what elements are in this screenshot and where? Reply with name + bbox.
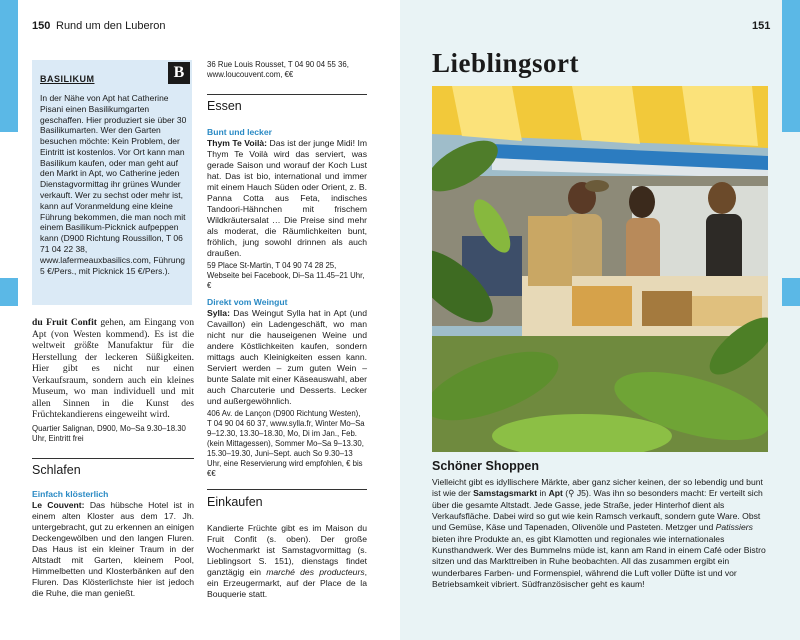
running-title: Rund um den Luberon [56, 20, 166, 32]
shoppen-text: . Was ihn so besonders macht: Er verteilt sich über die gesamte Altstadt. Jede Gasse, jede Straße, jeder Hinterhof dient als Verkaufsfläche. Dabei wird so gut wie kein Ramsch verkauft, sondern gute Ware. Obst und Gemüse, Käse und Tapenaden, Olivenöle und Pasteten. Metzger und [432, 488, 763, 533]
confit-address: Quartier Salignan, D900, Mo–Sa 9.30–18.30 Uhr, Eintritt frei [32, 424, 186, 443]
section-heading-essen: Essen [207, 99, 242, 113]
schlafen-subheading: Einfach klösterlich [32, 489, 109, 499]
hotel-text: Das hübsche Hotel ist in einem alten Kloster aus dem 17. Jh. untergebracht, gut zu erkennen an einigen Deckengewölben und den langen Fluren. Das Haus ist ein kleiner Traum in der Altstadt mit Garten, kleinem Pool, Himmelbetten und Klosterbänken auf den Fluren. Das Klösterlichste hier ist jedoch die Ruhe, die man genießt. [32, 500, 195, 598]
section-heading-shoppen: Schöner Shoppen [432, 459, 539, 473]
market-photo-illustration [432, 86, 768, 452]
einkaufen-text: Kandierte Früchte gibt es im Maison du Fruit Confit (s. oben). Der große Wochenmarkt ist Samstagvormittag (s. Lieblingsort S. 151), dienstags findet ganztägig ein [207, 523, 367, 577]
confit-text: gehen, am Eingang von Apt (von Westen kommend). Es ist die weltweit größte Manufaktur für die Herstellung der leckeren Süßigkeiten. Hier gibt es nicht nur einen Verkaufsraum, sondern auch ein kleines Museum, wo man individuell und mit allen Sinnen in die Kunst des Früchtekandierens eingeweiht wird. [32, 317, 194, 420]
einkaufen-paragraph [207, 523, 367, 600]
einkaufen-italic: marché des producteurs [266, 567, 365, 577]
page-number: 150 [32, 20, 51, 32]
lieblingsort-title: Lieblingsort [432, 48, 580, 78]
page-number: 151 [752, 20, 771, 32]
box-title: BASILIKUM [40, 74, 95, 84]
winery-text: Das Weingut Sylla hat in Apt (und Cavaillon) ein Ladengeschäft, wo man nicht nur die hauseigenen Weine und andere Köstlichkeiten kaufen, sondern mittags auch Kleinigkeiten essen kann. Serviert werden – zum guten Wein – bunte Salate mit einer Käseauswahl, aber auch Charcuterie und Desserts. Lecker und außergewöhnlich. [207, 307, 367, 406]
essen-section [207, 127, 367, 479]
map-reference: (⚲ J5) [562, 488, 589, 499]
box-text: In der Nähe von Apt hat Catherine Pisani einen Basilikumgarten geschaffen. Hier produziert sie über 30 Basilikumarten. Wer den Garten besuchen möchte: Kein Problem, der Eintritt ist kostenlos. Vor Ort kann man Basilikum kaufen, oder man geht auf den Markt in Apt, wo Catherine jeden Dienstagvormittag ihr grünes Wunder verkauft. Wer zu sechst oder mehr ist, kann auf Voranmeldung eine kleine Führung bekommen, die man noch mit einem Basilikum-Picknick aufpeppen kann (D900 Richtung Roussillon, T 06 71 04 22 38, www.lafermeauxbasilics.com, Führung 5 €/Pers., mit Picknick 15 €/Pers.). [40, 93, 187, 276]
winery-paragraph [207, 308, 367, 407]
page-tab-marker [0, 278, 18, 306]
restaurant-paragraph [207, 138, 367, 259]
page-tab-marker [0, 0, 18, 132]
shoppen-bold-market: Samstagsmarkt [473, 488, 538, 499]
market-photo [432, 86, 768, 452]
essen-subheading-2: Direkt vom Weingut [207, 296, 288, 307]
essen-subheading-1: Bunt und lecker [207, 127, 272, 137]
restaurant-text: Das ist der junge Midi! Im Thym Te Voilà wird das serviert, was gerade Saison und worauf der Koch Lust hat. Das ist bio, international und immer mit einem Hauch Süden oder Orient, z. B. Panna Cotta aus Feta, indisches Tandoori-Hähnchen mit frischem Wildkräutersalat … Die Preise sind mehr als moderat, die Räumlichkeiten bunt, fröhlich, jung sowohl drinnen als auch draußen. [207, 138, 367, 258]
shoppen-italic: Patissiers [715, 522, 753, 533]
divider [32, 458, 194, 459]
einkaufen-text-end: , ein Erzeugermarkt, auf der Place de la Bouquerie statt. [207, 567, 368, 599]
winery-name: Sylla: [207, 307, 230, 318]
confit-paragraph [32, 317, 194, 421]
shoppen-text: Vielleicht gibt es idyllischere Märkte, aber ganz sicher keinen, der so lebendig und bunt ist wie der [432, 477, 763, 499]
box-badge: B [168, 62, 190, 84]
hotel-name: Le Couvent: [32, 500, 85, 510]
shoppen-text: in [537, 488, 549, 499]
page-tab-marker [782, 0, 800, 132]
page-tab-marker [782, 278, 800, 306]
divider [207, 489, 367, 490]
restaurant-name: Thym Te Voilà: [207, 138, 268, 148]
restaurant-address: 59 Place St-Martin, T 04 90 74 28 25, Webseite bei Facebook, Di–Sa 11.45–21 Uhr, € [207, 261, 365, 290]
schlafen-section [32, 489, 194, 599]
shoppen-text: bieten ihre Produkte an, es gibt Klamotten und regionales wie internationales Kunsthandwerk. Wer des Bummelns müde ist, kann am Rand in einem Café oder Bistro sitzen und das Markttreiben in Ruhe beobachten. All das zusammen ergibt ein wunderbares Farben- und Formenspiel, während die Luft voller Düfte ist und vor Betriebsamkeit vibriert. Südfranzösischer geht es kaum! [432, 533, 766, 590]
winery-address: 406 Av. de Lançon (D900 Richtung Westen), T 04 90 04 60 37, www.sylla.fr, Winter Mo–Sa 9–12.30, 13.30–18.30, Mo, Di im Jan., Feb. (kein Mittagessen), Sommer Mo–Sa 9–13.30, 15.30–19.30, Juni–Sept. auch So 9.30–13 Uhr, eine Reservierung wird empfohlen, € bis €€ [207, 408, 365, 478]
shoppen-bold-apt: Apt [548, 488, 563, 499]
hotel-address: 36 Rue Louis Rousset, T 04 90 04 55 36, www.loucouvent.com, €€ [207, 60, 349, 79]
divider [207, 94, 367, 95]
section-heading-schlafen: Schlafen [32, 463, 81, 477]
confit-name: du Fruit Confit [32, 317, 97, 328]
section-heading-einkaufen: Einkaufen [207, 495, 263, 509]
shoppen-paragraph [432, 477, 772, 590]
